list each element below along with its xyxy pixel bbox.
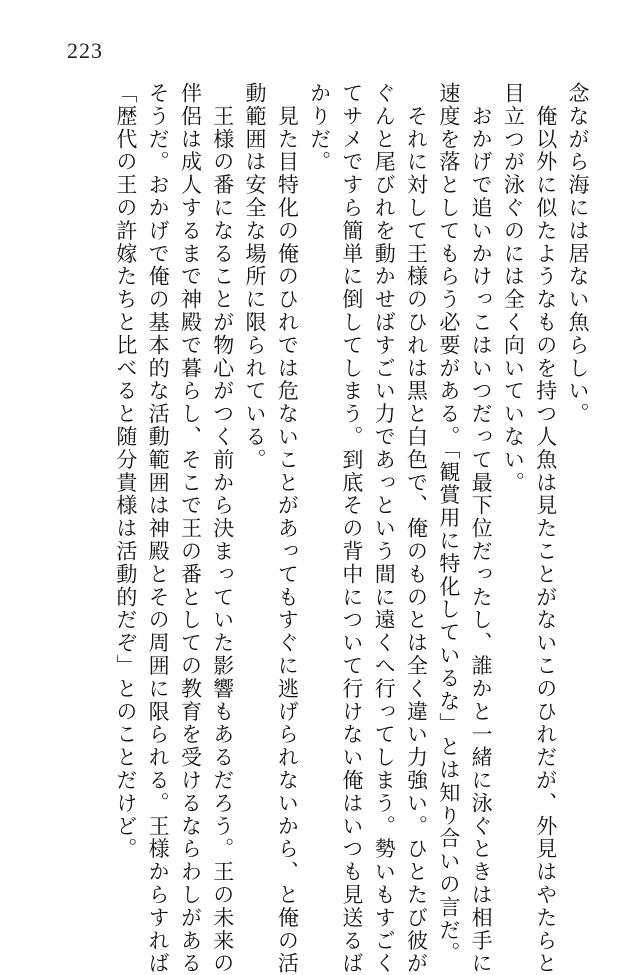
text-line: そうだ。おかげで俺の基本的な活動範囲は神殿とその周囲に限られる。王様からすれば xyxy=(146,82,171,975)
text-line: それに対して王様のひれは黒と白色で、俺のものとは全く違い力強い。ひとたび彼が xyxy=(404,82,429,975)
text-line: ぐんと尾びれを動かせばすごい力であっという間に遠くへ行ってしまう。勢いもすごく xyxy=(372,82,397,975)
text-line: 見た目特化の俺のひれでは危ないことがあってもすぐに逃げられないから、と俺の活 xyxy=(275,82,300,975)
text-line: 「歴代の王の許嫁たちと比べると随分貴様は活動的だぞ」とのことだけど。 xyxy=(113,82,138,861)
body-text xyxy=(110,82,594,975)
text-line: てサメですら簡単に倒してしまう。到底その背中について行けない俺はいつも見送るば xyxy=(339,82,364,975)
text-line: 伴侶は成人するまで神殿で暮らし、そこで王の番としての教育を受けるならわしがある xyxy=(178,82,203,975)
text-line: おかげで追いかけっこはいつだって最下位だったし、誰かと一緒に泳ぐときは相手に xyxy=(469,82,494,975)
text-line: 念ながら海には居ない魚らしい。 xyxy=(566,82,590,426)
page-number: 223 xyxy=(67,38,103,63)
text-line: 俺以外に似たようなものを持つ人魚は見たことがないこのひれだが、外見はやたらと xyxy=(533,82,558,975)
text-line: 速度を落としてもらう必要がある。「観賞用に特化しているな」とは知り合いの言だ。 xyxy=(436,82,461,965)
text-line: かりだ。 xyxy=(307,82,332,174)
text-line: 目立つが泳ぐのには全く向いていない。 xyxy=(501,82,526,495)
text-line: 王様の番になることが物心がつく前から決まっていた影響もあるだろう。王の未来の xyxy=(210,82,235,975)
text-line: 動範囲は安全な場所に限られている。 xyxy=(243,82,268,472)
